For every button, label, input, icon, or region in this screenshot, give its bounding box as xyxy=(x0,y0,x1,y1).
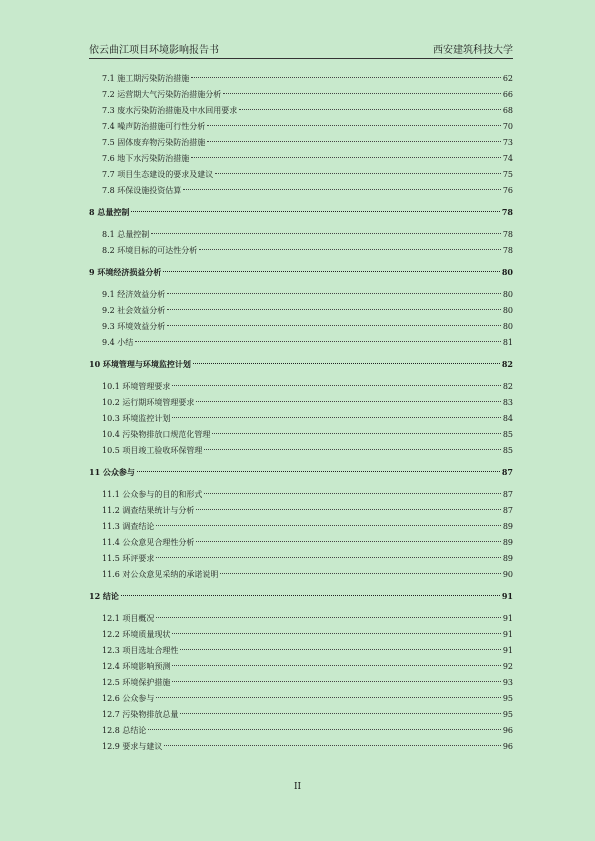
toc-entry-label: 7.6 地下水污染防治措施 xyxy=(102,154,190,163)
toc-entry-label: 12.6 公众参与 xyxy=(102,694,155,703)
toc-entry-label: 11.2 调查结果统计与分析 xyxy=(102,506,195,515)
toc-dot-leader xyxy=(180,713,500,714)
toc-dot-leader xyxy=(156,525,500,526)
toc-section-entry[interactable] xyxy=(89,611,513,627)
toc-dot-leader xyxy=(196,541,500,542)
toc-section-entry[interactable] xyxy=(89,535,513,551)
toc-entry-label: 9.2 社会效益分析 xyxy=(102,306,166,315)
toc-section-entry[interactable] xyxy=(89,119,513,135)
toc-section-entry[interactable] xyxy=(89,227,513,243)
toc-entry-page-number: 90 xyxy=(502,570,513,579)
toc-chapter-entry[interactable] xyxy=(89,587,513,605)
toc-section-entry[interactable] xyxy=(89,303,513,319)
toc-entry-label: 10 环境管理与环境监控计划 xyxy=(89,359,191,369)
toc-entry-label: 10.4 污染物排放口规范化管理 xyxy=(102,430,211,439)
toc-dot-leader xyxy=(156,697,500,698)
toc-dot-leader xyxy=(204,493,500,494)
toc-section-entry[interactable] xyxy=(89,183,513,199)
toc-entry-page-number: 95 xyxy=(502,710,513,719)
page-header xyxy=(89,38,513,59)
toc-entry-page-number: 89 xyxy=(502,538,513,547)
toc-dot-leader xyxy=(131,211,500,212)
toc-entry-page-number: 85 xyxy=(502,446,513,455)
toc-entry-label: 9.3 环境效益分析 xyxy=(102,322,166,331)
toc-entry-page-number: 78 xyxy=(502,230,513,239)
toc-entry-page-number: 84 xyxy=(502,414,513,423)
toc-entry-label: 10.5 项目竣工验收环保管理 xyxy=(102,446,203,455)
toc-entry-page-number: 87 xyxy=(502,506,513,515)
toc-dot-leader xyxy=(196,401,500,402)
toc-dot-leader xyxy=(193,363,500,364)
toc-entry-label: 7.4 噪声防治措施可行性分析 xyxy=(102,122,206,131)
toc-section-entry[interactable] xyxy=(89,427,513,443)
toc-entry-page-number: 89 xyxy=(502,522,513,531)
toc-entry-label: 12.1 项目概况 xyxy=(102,614,155,623)
toc-entry-page-number: 91 xyxy=(502,630,513,639)
toc-section-entry[interactable] xyxy=(89,71,513,87)
toc-dot-leader xyxy=(215,173,501,174)
toc-dot-leader xyxy=(172,417,500,418)
toc-section-entry[interactable] xyxy=(89,503,513,519)
toc-entry-page-number: 92 xyxy=(502,662,513,671)
toc-dot-leader xyxy=(172,665,500,666)
toc-entry-label: 11.5 环评要求 xyxy=(102,554,155,563)
toc-entry-label: 9 环境经济损益分析 xyxy=(89,267,162,277)
toc-entry-page-number: 95 xyxy=(502,694,513,703)
toc-entry-label: 12.2 环境质量现状 xyxy=(102,630,171,639)
toc-entry-label: 8.1 总量控制 xyxy=(102,230,150,239)
toc-entry-label: 7.3 废水污染防治措施及中水回用要求 xyxy=(102,106,238,115)
toc-chapter-entry[interactable] xyxy=(89,355,513,373)
toc-dot-leader xyxy=(167,309,501,310)
toc-section-entry[interactable] xyxy=(89,739,513,755)
toc-section-entry[interactable] xyxy=(89,643,513,659)
toc-section-entry[interactable] xyxy=(89,167,513,183)
toc-section-entry[interactable] xyxy=(89,87,513,103)
toc-entry-page-number: 87 xyxy=(501,467,513,477)
toc-entry-label: 10.3 环境监控计划 xyxy=(102,414,171,423)
toc-section-entry[interactable] xyxy=(89,379,513,395)
toc-entry-label: 7.5 固体废弃物污染防治措施 xyxy=(102,138,206,147)
toc-entry-page-number: 62 xyxy=(502,74,513,83)
toc-dot-leader xyxy=(196,509,500,510)
toc-entry-page-number: 80 xyxy=(502,322,513,331)
toc-entry-label: 8.2 环境目标的可达性分析 xyxy=(102,246,198,255)
toc-entry-page-number: 91 xyxy=(501,591,513,601)
toc-entry-page-number: 89 xyxy=(502,554,513,563)
toc-dot-leader xyxy=(239,109,501,110)
toc-entry-page-number: 81 xyxy=(502,338,513,347)
toc-dot-leader xyxy=(135,341,501,342)
toc-dot-leader xyxy=(121,595,500,596)
toc-entry-page-number: 82 xyxy=(502,382,513,391)
toc-section-entry[interactable] xyxy=(89,443,513,459)
toc-entry-page-number: 82 xyxy=(501,359,513,369)
toc-section-entry[interactable] xyxy=(89,519,513,535)
toc-section-entry[interactable] xyxy=(89,135,513,151)
toc-dot-leader xyxy=(148,729,500,730)
toc-dot-leader xyxy=(163,271,500,272)
table-of-contents xyxy=(89,71,513,755)
toc-entry-page-number: 91 xyxy=(502,614,513,623)
toc-entry-page-number: 83 xyxy=(502,398,513,407)
toc-entry-label: 11.6 对公众意见采纳的承诺说明 xyxy=(102,570,219,579)
toc-entry-page-number: 85 xyxy=(502,430,513,439)
toc-section-entry[interactable] xyxy=(89,627,513,643)
toc-dot-leader xyxy=(191,77,501,78)
toc-dot-leader xyxy=(199,249,501,250)
toc-section-entry[interactable] xyxy=(89,551,513,567)
toc-section-entry[interactable] xyxy=(89,287,513,303)
toc-entry-label: 11.1 公众参与的目的和形式 xyxy=(102,490,203,499)
toc-section-entry[interactable] xyxy=(89,103,513,119)
toc-chapter-entry[interactable] xyxy=(89,463,513,481)
toc-entry-page-number: 74 xyxy=(502,154,513,163)
toc-section-entry[interactable] xyxy=(89,411,513,427)
toc-entry-label: 11.3 调查结论 xyxy=(102,522,155,531)
toc-section-entry[interactable] xyxy=(89,151,513,167)
toc-entry-label: 10.2 运行期环境管理要求 xyxy=(102,398,195,407)
toc-section-entry[interactable] xyxy=(89,335,513,351)
toc-entry-page-number: 76 xyxy=(502,186,513,195)
toc-dot-leader xyxy=(207,125,501,126)
toc-entry-page-number: 80 xyxy=(501,267,513,277)
header-institution: 西安建筑科技大学 xyxy=(433,45,513,56)
toc-entry-label: 7.2 运营期大气污染防治措施分析 xyxy=(102,90,222,99)
toc-entry-label: 12.8 总结论 xyxy=(102,726,147,735)
toc-section-entry[interactable] xyxy=(89,395,513,411)
toc-dot-leader xyxy=(183,189,501,190)
toc-section-entry[interactable] xyxy=(89,675,513,691)
toc-entry-label: 9.1 经济效益分析 xyxy=(102,290,166,299)
toc-dot-leader xyxy=(137,471,500,472)
toc-dot-leader xyxy=(172,633,500,634)
toc-entry-page-number: 80 xyxy=(502,290,513,299)
toc-section-entry[interactable] xyxy=(89,707,513,723)
toc-entry-page-number: 68 xyxy=(502,106,513,115)
toc-chapter-entry[interactable] xyxy=(89,263,513,281)
toc-entry-label: 11 公众参与 xyxy=(89,467,135,477)
toc-entry-page-number: 80 xyxy=(502,306,513,315)
toc-dot-leader xyxy=(156,617,500,618)
toc-entry-label: 9.4 小结 xyxy=(102,338,134,347)
page-number: II xyxy=(293,782,302,792)
toc-chapter-entry[interactable] xyxy=(89,203,513,221)
toc-dot-leader xyxy=(167,325,501,326)
toc-entry-label: 7.1 施工期污染防治措施 xyxy=(102,74,190,83)
toc-entry-page-number: 78 xyxy=(502,246,513,255)
toc-entry-page-number: 96 xyxy=(502,742,513,751)
toc-dot-leader xyxy=(156,557,500,558)
toc-dot-leader xyxy=(191,157,501,158)
toc-dot-leader xyxy=(172,681,500,682)
toc-entry-page-number: 91 xyxy=(502,646,513,655)
toc-dot-leader xyxy=(151,233,501,234)
toc-entry-page-number: 87 xyxy=(502,490,513,499)
toc-dot-leader xyxy=(180,649,500,650)
toc-entry-page-number: 66 xyxy=(502,90,513,99)
toc-section-entry[interactable] xyxy=(89,659,513,675)
toc-entry-page-number: 70 xyxy=(502,122,513,131)
toc-entry-label: 11.4 公众意见合理性分析 xyxy=(102,538,195,547)
toc-entry-label: 8 总量控制 xyxy=(89,207,130,217)
toc-section-entry[interactable] xyxy=(89,243,513,259)
toc-dot-leader xyxy=(207,141,501,142)
toc-section-entry[interactable] xyxy=(89,723,513,739)
toc-entry-label: 12.5 环境保护措施 xyxy=(102,678,171,687)
toc-dot-leader xyxy=(204,449,500,450)
toc-dot-leader xyxy=(167,293,501,294)
toc-dot-leader xyxy=(212,433,500,434)
toc-entry-label: 7.7 项目生态建设的要求及建议 xyxy=(102,170,214,179)
toc-dot-leader xyxy=(223,93,501,94)
toc-dot-leader xyxy=(164,745,500,746)
toc-entry-page-number: 75 xyxy=(502,170,513,179)
toc-entry-label: 12.3 项目选址合理性 xyxy=(102,646,179,655)
toc-section-entry[interactable] xyxy=(89,319,513,335)
toc-entry-page-number: 93 xyxy=(502,678,513,687)
toc-dot-leader xyxy=(220,573,500,574)
toc-entry-page-number: 96 xyxy=(502,726,513,735)
toc-entry-label: 12 结论 xyxy=(89,591,119,601)
toc-section-entry[interactable] xyxy=(89,487,513,503)
toc-dot-leader xyxy=(172,385,500,386)
toc-entry-page-number: 78 xyxy=(501,207,513,217)
toc-entry-label: 12.9 要求与建议 xyxy=(102,742,163,751)
toc-entry-page-number: 73 xyxy=(502,138,513,147)
toc-entry-label: 7.8 环保设施投资估算 xyxy=(102,186,182,195)
toc-entry-label: 10.1 环境管理要求 xyxy=(102,382,171,391)
toc-section-entry[interactable] xyxy=(89,691,513,707)
header-report-title: 依云曲江项目环境影响报告书 xyxy=(89,45,219,56)
toc-entry-label: 12.4 环境影响预测 xyxy=(102,662,171,671)
toc-entry-label: 12.7 污染物排放总量 xyxy=(102,710,179,719)
toc-section-entry[interactable] xyxy=(89,567,513,583)
